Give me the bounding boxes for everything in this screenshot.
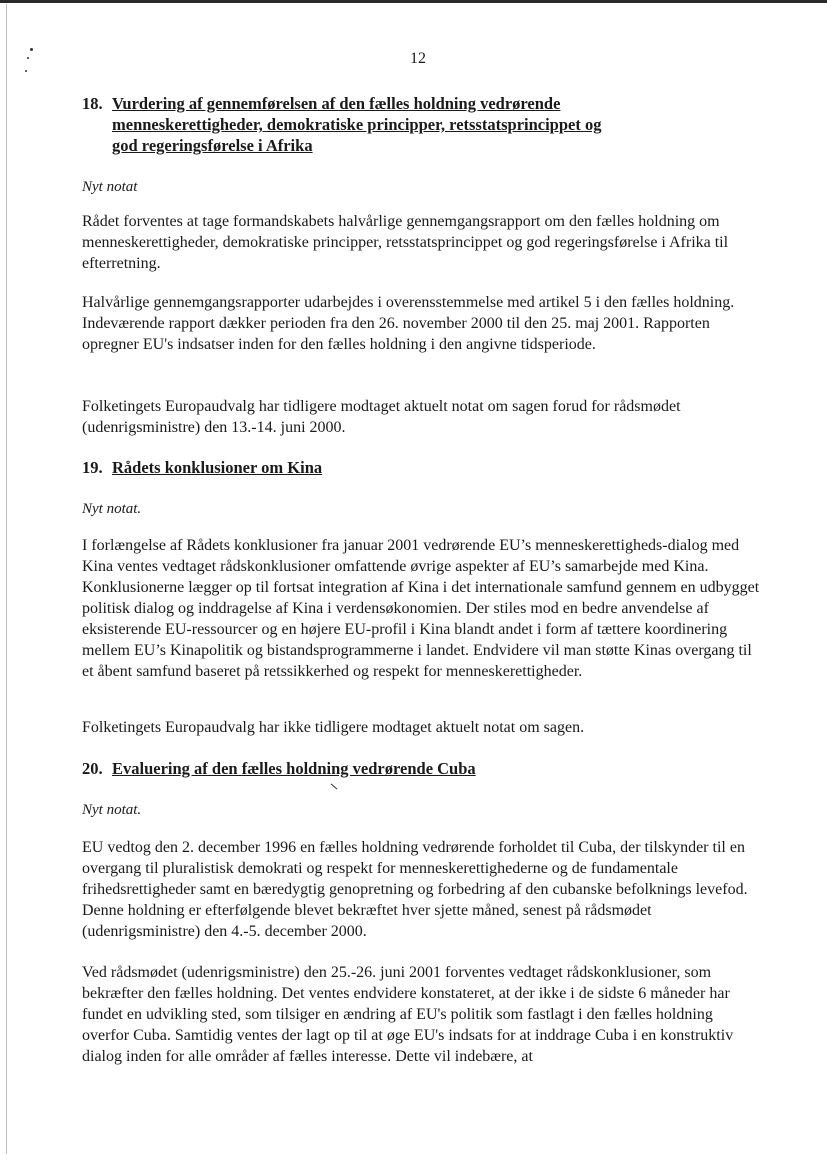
page-number: 12 — [410, 50, 426, 67]
note-label: Nyt notat — [82, 179, 138, 195]
paragraph: Rådet forventes at tage formandskabets halvårlige gennemgangsrapport om den fælles holdning om menneskerettigheder, demokratiske principper, retsstatsprincippet og god regeringsførelse i Afrika til efterretning. — [82, 213, 729, 272]
scan-stray-mark — [331, 784, 338, 790]
scan-speck — [27, 57, 29, 59]
scan-top-edge — [0, 0, 827, 3]
note-label: Nyt notat. — [82, 501, 142, 517]
paragraph: Ved rådsmødet (udenrigsministre) den 25.-26. juni 2001 forventes vedtaget rådskonklusioner, som bekræfter den fælles holdning. Det ventes endvidere konstateret, at der ikke i de sidste 6 måneder har fundet en udvikling sted, som tilsiger en ændring af EU's politik som fastlagt i den fælles holdning overfor Cuba. Samtidig ventes der lagt op til at øge EU's indsats for at inddrage Cuba i en konstruktiv dialog inden for alle områder af fælles interesse. Dette vil indebære, at — [82, 964, 734, 1065]
section-heading-18 — [82, 93, 762, 156]
section-heading-line: Vurdering af gennemførelsen af den fælles holdning vedrørende — [112, 94, 561, 113]
section-heading-20 — [82, 758, 762, 779]
section-heading-line: menneskerettigheder, demokratiske principper, retsstatsprincippet og — [112, 115, 602, 134]
scan-speck — [25, 70, 27, 72]
scan-left-edge — [6, 4, 7, 1154]
paragraph: EU vedtog den 2. december 1996 en fælles holdning vedrørende forholdet til Cuba, der tilskynder til en overgang til pluralistisk demokrati og respekt for menneskerettighederne og de fundamentale frihedsrettigheder samt en bæredygtig genopretning og forbedring af den cubanske befolknings levefod. Denne holdning er efterfølgende blevet bekræftet hver sjette måned, senest på rådsmødet (udenrigsministre) den 4.-5. december 2000. — [82, 839, 748, 940]
section-number: 19. — [82, 458, 103, 477]
section-number: 20. — [82, 759, 103, 778]
section-number: 18. — [82, 94, 103, 113]
paragraph: Folketingets Europaudvalg har tidligere modtaget aktuelt notat om sagen forud for rådsmødet (udenrigsministre) den 13.-14. juni 2000. — [82, 398, 681, 436]
paragraph: Folketingets Europaudvalg har ikke tidligere modtaget aktuelt notat om sagen. — [82, 719, 585, 736]
paragraph: I forlængelse af Rådets konklusioner fra januar 2001 vedrørende EU’s menneskerettigheds-dialog med Kina ventes vedtaget rådskonklusioner omfattende øvrige aspekter af EU’s samarbejde med Kina. Konklusionerne lægger op til fortsat integration af Kina i det internationale samfund gennem en udbygget politisk dialog og inddragelse af Kina i verdensøkonomien. Der stiles mod en bedre anvendelse af eksisterende EU-ressourcer og en højere EU-profil i Kina blandt andet i form af tættere koordinering mellem EU’s Kinapolitik og bistandsprogrammerne i landet. Endvidere vil man støtte Kinas overgang til et åbent samfund baseret på retssikkerhed og respekt for menneskerettigheder. — [82, 537, 760, 680]
section-heading-line: god regeringsførelse i Afrika — [112, 136, 313, 155]
scan-speck — [30, 48, 33, 51]
section-heading-line: Evaluering af den fælles holdning vedrørende Cuba — [112, 759, 476, 778]
section-heading-19 — [82, 457, 762, 478]
section-heading-line: Rådets konklusioner om Kina — [112, 458, 323, 477]
note-label: Nyt notat. — [82, 802, 142, 818]
paragraph: Halvårlige gennemgangsrapporter udarbejdes i overensstemmelse med artikel 5 i den fælles holdning. Indeværende rapport dækker perioden fra den 26. november 2000 til den 25. maj 2001. Rapporten opregner EU's indsatser inden for den fælles holdning i den angivne tidsperiode. — [82, 294, 735, 353]
